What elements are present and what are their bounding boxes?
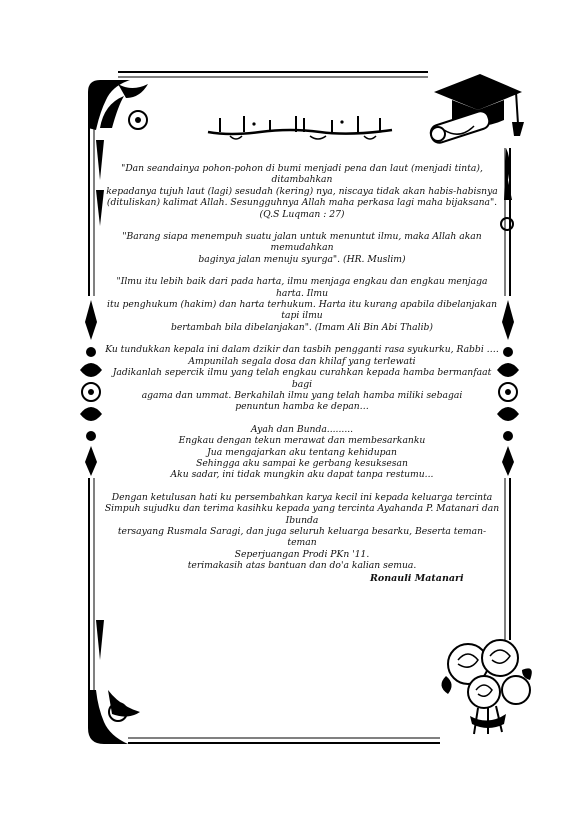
- dedication-line: Simpuh sujudku dan terima kasihku kepada yang tercinta Ayahanda P. Matanari dan Ibunda: [104, 503, 500, 526]
- quote-hadith: [104, 231, 500, 265]
- signature-name: Ronauli Matanari: [370, 573, 464, 584]
- top-right-corner-ornament: [501, 148, 513, 230]
- quote-line: kepadanya tujuh laut (lagi) sesudah (kering) nya, niscaya tidak akan habis-habisnya: [106, 185, 498, 197]
- parents-line: Jua mengajarkan aku tentang kehidupan: [207, 446, 397, 458]
- prayer-line: Jadikanlah sepercik ilmu yang telah engkau curahkan kepada hamba bermanfaat bagi: [112, 367, 492, 390]
- top-border-band: [118, 72, 428, 77]
- parents-paragraph: [104, 424, 500, 481]
- prayer-line: penuntun hamba ke depan…: [235, 401, 369, 413]
- quote-line: "Ilmu itu lebih baik dari pada harta, ilmu menjaga engkau dan engkau menjaga harta. Ilmu: [116, 276, 488, 299]
- bottom-left-corner-ornament: [88, 620, 140, 744]
- parents-line: Ayah dan Bunda.........: [250, 423, 354, 435]
- left-fleur-ornament: [80, 300, 102, 476]
- dedication-paragraph: [104, 492, 500, 572]
- rose-bouquet-icon: [441, 640, 531, 734]
- quote-luqman: [104, 163, 500, 220]
- dedication-line: Dengan ketulusan hati ku persembahkan karya kecil ini kepada keluarga tercinta: [111, 491, 493, 503]
- dedication-line: terimakasih atas bantuan dan do'a kalian semua.: [187, 560, 417, 572]
- prayer-line: Ku tundukkan kepala ini dalam dzikir dan tasbih pengganti rasa syukurku, Rabbi ….: [105, 344, 499, 356]
- quote-line: "Barang siapa menempuh suatu jalan untuk menuntut ilmu, maka Allah akan memudahkan: [122, 231, 482, 254]
- parents-line: Aku sadar, ini tidak mungkin aku dapat tanpa restumu...: [170, 469, 434, 481]
- basmalah-calligraphy: [200, 110, 400, 144]
- prayer-line: agama dan ummat. Berkahilah ilmu yang telah hamba miliki sebagai: [141, 389, 463, 401]
- dedication-line: Seperjuangan Prodi PKn '11.: [234, 548, 370, 560]
- quote-line: baginya jalan menuju syurga". (HR. Muslim): [198, 253, 406, 265]
- quote-source: (Q.S Luqman : 27): [259, 208, 345, 220]
- parents-line: Engkau dengan tekun merawat dan membesarkanku: [178, 435, 426, 447]
- bottom-border-band: [128, 738, 440, 743]
- quote-line: bertambah bila dibelanjakan". (Imam Ali Bin Abi Thalib): [170, 321, 433, 333]
- prayer-paragraph: [104, 344, 500, 412]
- quote-ali: [104, 276, 500, 333]
- prayer-line: Ampunilah segala dosa dan khilaf yang terlewati: [188, 355, 416, 367]
- quote-line: "Dan seandainya pohon-pohon di bumi menjadi pena dan laut (menjadi tinta), ditambahkan: [121, 163, 483, 186]
- parents-line: Sehingga aku sampai ke gerbang kesuksesan: [196, 457, 408, 469]
- dedication-text: [104, 163, 500, 572]
- right-fleur-ornament: [497, 300, 519, 476]
- quote-line: itu penghukum (hakim) dan harta terhukum. Harta itu kurang apabila dibelanjakan tapi ilmu: [107, 299, 497, 322]
- quote-line: (dituliskan) kalimat Allah. Sesungguhnya Allah maha perkasa lagi maha bijaksana".: [106, 197, 498, 209]
- dedication-line: tersayang Rusmala Saragi, dan juga seluruh keluarga besarku, Beserta teman-teman: [117, 525, 487, 549]
